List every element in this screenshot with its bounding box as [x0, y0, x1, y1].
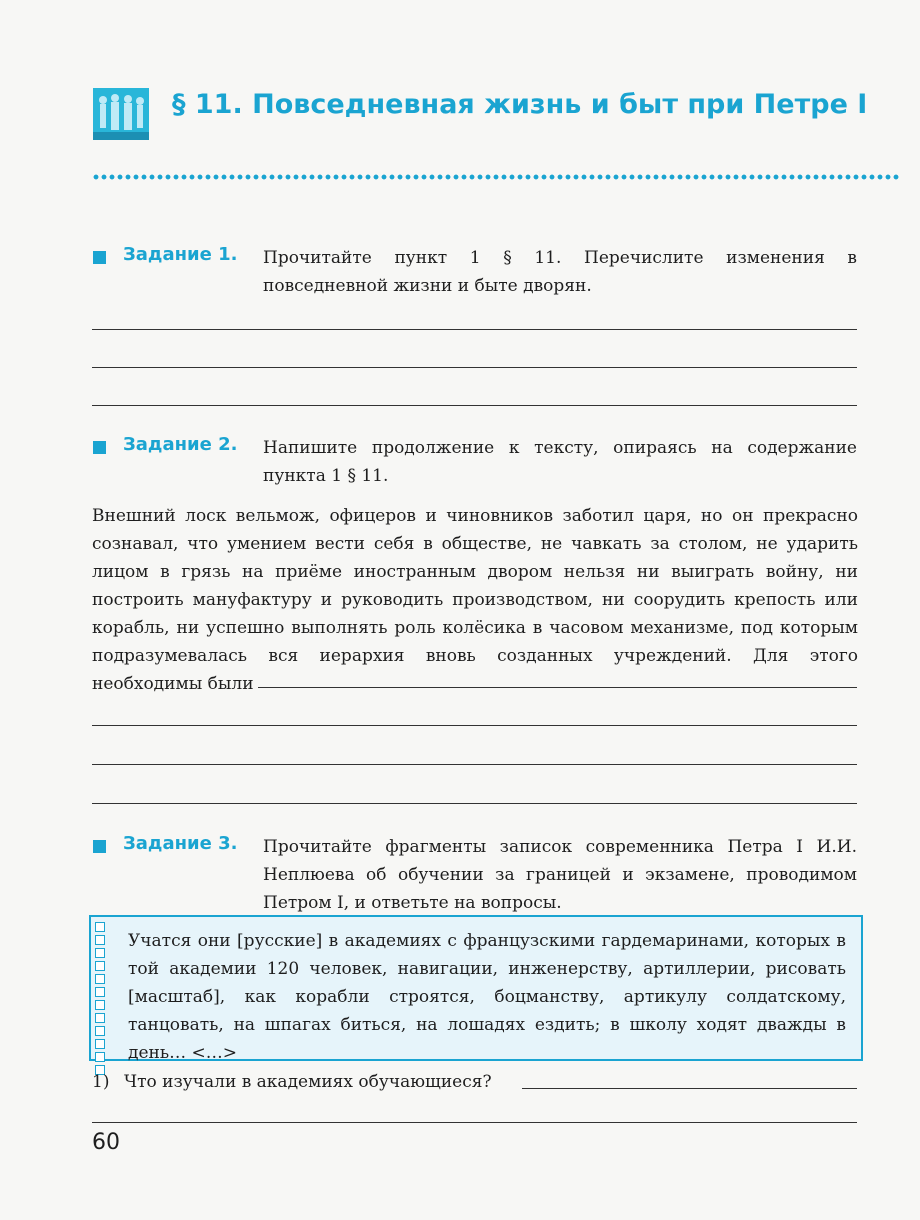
answer-line[interactable]: [258, 687, 857, 688]
answer-line[interactable]: [92, 405, 857, 406]
header-illustration: [93, 88, 149, 140]
answer-line[interactable]: [92, 367, 857, 368]
page-number: 60: [92, 1130, 120, 1155]
page-title: § 11. Повседневная жизнь и быт при Петре I: [172, 89, 868, 120]
task-3-marker-icon: [93, 840, 106, 853]
task-2-label: Задание 2.: [123, 434, 238, 455]
question-1-number: 1): [92, 1072, 110, 1092]
task-1-marker-icon: [93, 251, 106, 264]
answer-line[interactable]: [522, 1088, 857, 1089]
answer-line[interactable]: [92, 764, 857, 765]
task-1-label: Задание 1.: [123, 244, 238, 265]
answer-line[interactable]: [92, 1122, 857, 1123]
task-3-text: Прочитайте фрагменты записок современника Петра I И.И. Неплюева об обучении за границей и экзамене, проводимом Петром I, и ответьте на вопросы.: [263, 837, 857, 913]
answer-line[interactable]: [92, 803, 857, 804]
question-1-text: Что изучали в академиях обучающиеся?: [124, 1072, 492, 1092]
task-2-text: Напишите продолжение к тексту, опираясь на содержание пункта 1 § 11.: [263, 438, 857, 486]
quote-border-decoration: [95, 922, 107, 1078]
answer-line[interactable]: [92, 725, 857, 726]
task-2-marker-icon: [93, 441, 106, 454]
title-divider: [92, 174, 900, 180]
task-3-label: Задание 3.: [123, 833, 238, 854]
task-2-paragraph: Внешний лоск вельмож, офицеров и чиновников заботил царя, но он прекрасно сознавал, что умением вести себя в обществе, не чавкать за столом, не ударить лицом в грязь на приёме иностранным двором нельзя ни выиграть войну, ни построить мануфактуру и руководить производством, ни соорудить крепость или корабль, ни успешно выполнять роль колёсика в часовом механизме, под которым подразумевалась вся иерархия вновь созданных учреждений. Для этого необходимы были: [92, 506, 858, 694]
task-1-text: Прочитайте пункт 1 § 11. Перечислите изменения в повседневной жизни и быте дворян.: [263, 248, 857, 296]
quote-text: Учатся они [русские] в академиях с французскими гардемаринами, которых в той академии 120 человек, навигации, инженерству, артиллерии, рисовать [масштаб], как корабли строятся, боцманству, артикулу солдатскому, танцовать, на шпагах биться, на лошадях ездить; в школу ходят дважды в день… <…>: [128, 931, 846, 1063]
answer-line[interactable]: [92, 329, 857, 330]
